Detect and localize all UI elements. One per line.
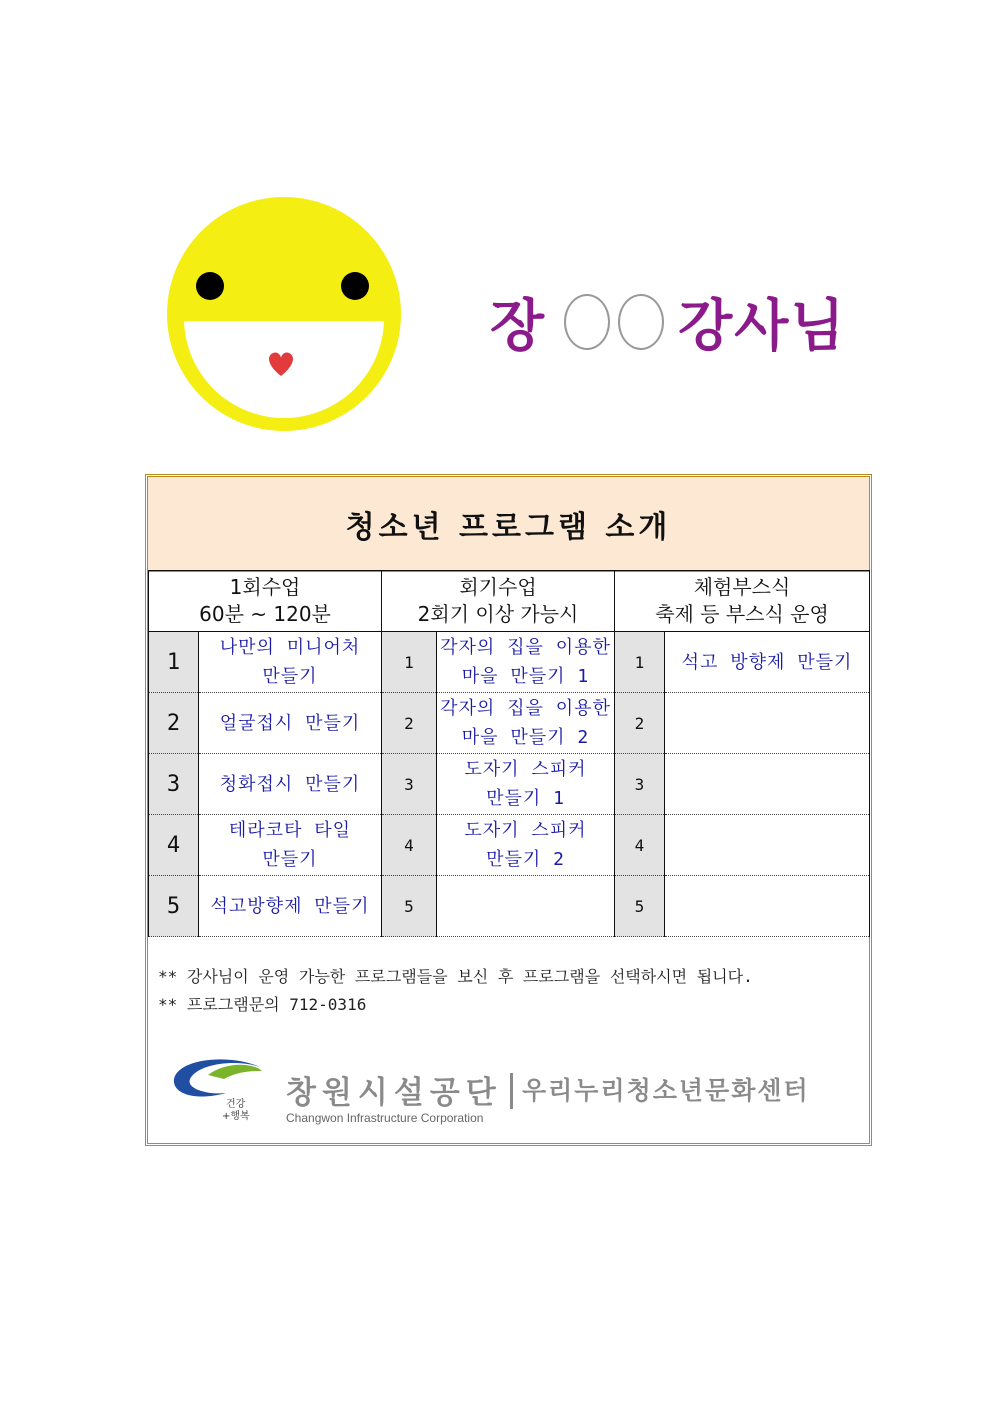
note-line: ** 프로그램문의 712-0316 (158, 995, 367, 1014)
row-number: 1 (149, 632, 199, 693)
org-center-name: 우리누리청소년문화센터 (522, 1076, 810, 1105)
row-number: 3 (149, 754, 199, 815)
program-item (665, 876, 870, 937)
corporation-logo-icon (168, 1049, 268, 1121)
table-row (149, 693, 870, 754)
table-row (149, 815, 870, 876)
org-english-name: Changwon Infrastructure Corporation (286, 1111, 484, 1125)
row-number: 1 (615, 632, 665, 693)
program-item: 도자기 스피커 만들기 2 (437, 815, 615, 876)
row-number: 5 (615, 876, 665, 937)
program-item: 도자기 스피커 만들기 1 (437, 754, 615, 815)
column-header-single: 1회수업 60분 ~ 120분 (149, 571, 382, 632)
program-item: 각자의 집을 이용한 마을 만들기 2 (437, 693, 615, 754)
program-item: 각자의 집을 이용한 마을 만들기 1 (437, 632, 615, 693)
program-table-title: 청소년 프로그램 소개 (148, 477, 869, 572)
row-number: 3 (382, 754, 437, 815)
row-number: 2 (149, 693, 199, 754)
row-number: 2 (615, 693, 665, 754)
table-row (149, 632, 870, 693)
row-number: 4 (149, 815, 199, 876)
program-table (148, 570, 870, 937)
instructor-title (490, 282, 846, 362)
row-number: 5 (382, 876, 437, 937)
program-item: 석고 방향제 만들기 (665, 632, 870, 693)
program-item: 테라코타 타일 만들기 (199, 815, 382, 876)
program-item: 나만의 미니어처 만들기 (199, 632, 382, 693)
logo-slogan-bottom: +행복 (222, 1111, 250, 1121)
row-number: 5 (149, 876, 199, 937)
column-header-booth: 체험부스식 축제 등 부스식 운영 (615, 571, 870, 632)
program-item (665, 693, 870, 754)
row-number: 3 (615, 754, 665, 815)
table-row (149, 754, 870, 815)
program-item (665, 754, 870, 815)
name-mask-circle (564, 294, 610, 350)
row-number: 4 (615, 815, 665, 876)
row-number: 4 (382, 815, 437, 876)
org-name: 창원시설공단 (286, 1075, 502, 1111)
table-row (149, 876, 870, 937)
note-line: ** 강사님이 운영 가능한 프로그램들을 보신 후 프로그램을 선택하시면 됩니다. (158, 967, 753, 986)
program-item (665, 815, 870, 876)
notes (158, 963, 753, 1019)
program-item: 석고방향제 만들기 (199, 876, 382, 937)
row-number: 1 (382, 632, 437, 693)
smiley-face-icon (160, 190, 408, 438)
program-item: 얼굴접시 만들기 (199, 693, 382, 754)
program-frame (145, 474, 872, 1146)
column-header-row (149, 571, 870, 632)
program-item: 청화접시 만들기 (199, 754, 382, 815)
instructor-suffix: 강사님 (678, 294, 847, 359)
logo-slogan-top: 건강 (226, 1099, 246, 1110)
column-header-session: 회기수업 2회기 이상 가능시 (382, 571, 615, 632)
program-item (437, 876, 615, 937)
org-divider (510, 1073, 513, 1109)
row-number: 2 (382, 693, 437, 754)
instructor-surname: 장 (490, 294, 547, 359)
name-mask-circle (618, 294, 664, 350)
